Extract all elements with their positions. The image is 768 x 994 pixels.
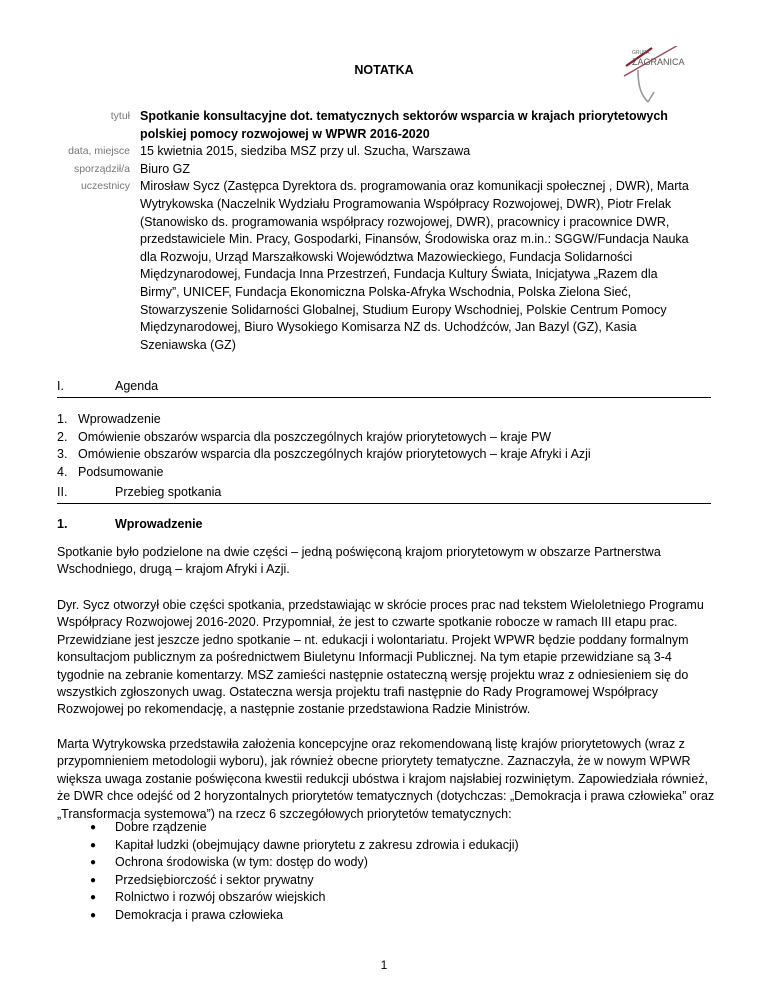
list-item-text: Wprowadzenie — [78, 412, 161, 426]
page-number: 1 — [380, 958, 388, 972]
list-item — [90, 872, 519, 890]
logo-top-text: GRUPA — [632, 50, 650, 56]
section-title: Agenda — [115, 379, 159, 393]
date-label: data, miejsce — [68, 145, 130, 158]
meta-row-topic — [56, 108, 736, 143]
list-item-text: Rolnictwo i rozwój obszarów wiejskich — [115, 890, 326, 904]
section-number: I. — [57, 379, 64, 393]
logo-main-text: ZAGRANICA — [632, 57, 685, 67]
list-item-text: Omówienie obszarów wsparcia dla poszczególnych krajów priorytetowych – kraje PW — [78, 429, 552, 444]
bullet-list — [90, 819, 519, 924]
section-heading-przebieg — [57, 485, 711, 504]
meta-row-date — [56, 143, 736, 161]
list-item — [90, 837, 519, 855]
subsection-number: 1. — [57, 517, 68, 531]
paragraph: Dyr. Sycz otworzył obie części spotkania, przedstawiając w skrócie proces prac nad tekstem Wieloletniego Programu Współpracy Rozwojowej 2016-2020. Przypomniał, że jest to czwarte spotkanie robocze w ramach III etapu prac. Przewidziane jest jeszcze jedno spotkanie – nt. edukacji i wolontariatu. Projekt WPWR będzie poddany formalnym konsultacjom publicznym za pośrednictwem Biuletynu Informacji Publicznej. Na tym etapie przewidziane są 3-4 tygodnie na zebranie komentarzy. MSZ zamieści następnie ostateczną wersję projektu wraz z odniesieniem się do wszystkich zgłoszonych uwag. Ostateczna wersja projektu trafi następnie do Rady Programowej Współpracy Rozwojowej po rekomendację, a następnie zostanie przedstawiona Radzie Ministrów. — [57, 598, 704, 717]
list-item — [90, 854, 519, 872]
list-item-text: Podsumowanie — [78, 464, 164, 479]
list-item-text: Kapitał ludzki (obejmujący dawne priorytetu z zakresu zdrowia i edukacji) — [115, 837, 519, 852]
list-item — [90, 907, 519, 925]
list-item-text: Ochrona środowiska (w tym: dostęp do wody) — [115, 855, 368, 869]
section-number: II. — [57, 485, 68, 499]
list-item-number: 1. — [57, 412, 68, 426]
list-item-text: Dobre rządzenie — [115, 820, 207, 834]
list-item — [57, 429, 737, 447]
list-item — [57, 464, 737, 482]
bullet-icon: ● — [90, 839, 97, 851]
section-title: Przebieg spotkania — [115, 485, 222, 499]
agenda-list — [57, 411, 737, 481]
author-value: Biuro GZ — [140, 161, 191, 176]
list-item-text: Omówienie obszarów wsparcia dla poszczególnych krajów priorytetowych – kraje Afryki i Azji — [78, 447, 591, 462]
meta-row-author — [56, 161, 736, 179]
paragraph: Spotkanie było podzielone na dwie części – jedną poświęconą krajom priorytetowym w obszarze Partnerstwa Wschodniego, drugą – krajom Afryki i Azji. — [57, 545, 661, 577]
bullet-icon: ● — [90, 857, 97, 868]
list-item-number: 4. — [57, 464, 68, 479]
bullet-icon: ● — [90, 822, 97, 833]
list-item — [90, 889, 519, 907]
bullet-icon: ● — [90, 892, 97, 903]
list-item — [90, 819, 519, 837]
meta-row-participants — [56, 178, 736, 354]
document-title: NOTATKA — [354, 63, 414, 77]
topic-label: tytuł — [110, 110, 130, 122]
list-item-number: 2. — [57, 429, 68, 444]
subsection-heading — [57, 517, 203, 531]
list-item — [57, 411, 737, 429]
bullet-icon: ● — [90, 909, 97, 921]
date-value: 15 kwietnia 2015, siedziba MSZ przy ul. Szucha, Warszawa — [140, 144, 471, 159]
list-item-number: 3. — [57, 447, 68, 462]
paragraph: Marta Wytrykowska przedstawiła założenia koncepcyjne oraz rekomendowaną listę krajów priorytetowych (wraz z przypomnieniem metodologii wyboru), jak również obecne priorytety tematyczne. Zaznaczyła, że w nowym WPWR większa uwaga zostanie poświęcona kwestii redukcji ubóstwa i krajom najsłabiej rozwiniętym. Zapowiedziała również, że DWR chce odejść od 2 horyzontalnych priorytetów tematycznych (dotychczas: „Demokracja i prawa człowieka” oraz „Transformacja systemowa”) na rzecz 6 szczegółowych priorytetów tematycznych: — [57, 737, 715, 821]
topic-value: Spotkanie konsultacyjne dot. tematycznych sektorów wsparcia w krajach priorytetowych polskiej pomocy rozwojowej w WPWR 2016-2020 — [140, 109, 668, 141]
participants-label: uczestnicy — [80, 180, 130, 193]
section-heading-agenda — [57, 379, 711, 398]
participants-value: Mirosław Sycz (Zastępca Dyrektora ds. programowania oraz komunikacji społecznej , DWR), Marta Wytrykowska (Naczelnik Wydziału Programowania Współpracy Rozwojowej, DWR), Piotr Frelak (Stanowisko ds. programowania współpracy rozwojowej, DWR), pracownicy i pracownice DWR, przedstawiciele Min. Pracy, Gospodarki, Finansów, Środowiska oraz m.in.: SGGW/Fundacja Nauka dla Rozwoju, Urząd Marszałkowski Województwa Mazowieckiego, Fundacja Solidarności Międzynarodowej, Fundacja Inna Przestrzeń, Fundacja Kultury Świata, Inicjatywa „Razem dla Birmy”, UNICEF, Fundacja Ekonomiczna Polska-Afryka Wschodnia, Polska Zielona Sieć, Stowarzyszenie Solidarności Globalnej, Studium Europy Wschodniej, Polskie Centrum Pomocy Międzynarodowej, Biuro Wysokiego Komisarza NZ ds. Uchodźców, Jan Bazyl (GZ), Kasia Szeniawska (GZ) — [140, 179, 689, 352]
subsection-title: Wprowadzenie — [115, 517, 203, 531]
list-item-text: Przedsiębiorczość i sektor prywatny — [115, 872, 314, 887]
author-label: sporządził/a — [73, 162, 130, 175]
bullet-icon: ● — [90, 874, 97, 886]
meta-block — [56, 108, 736, 354]
list-item — [57, 446, 737, 464]
list-item-text: Demokracja i prawa człowieka — [115, 907, 284, 922]
